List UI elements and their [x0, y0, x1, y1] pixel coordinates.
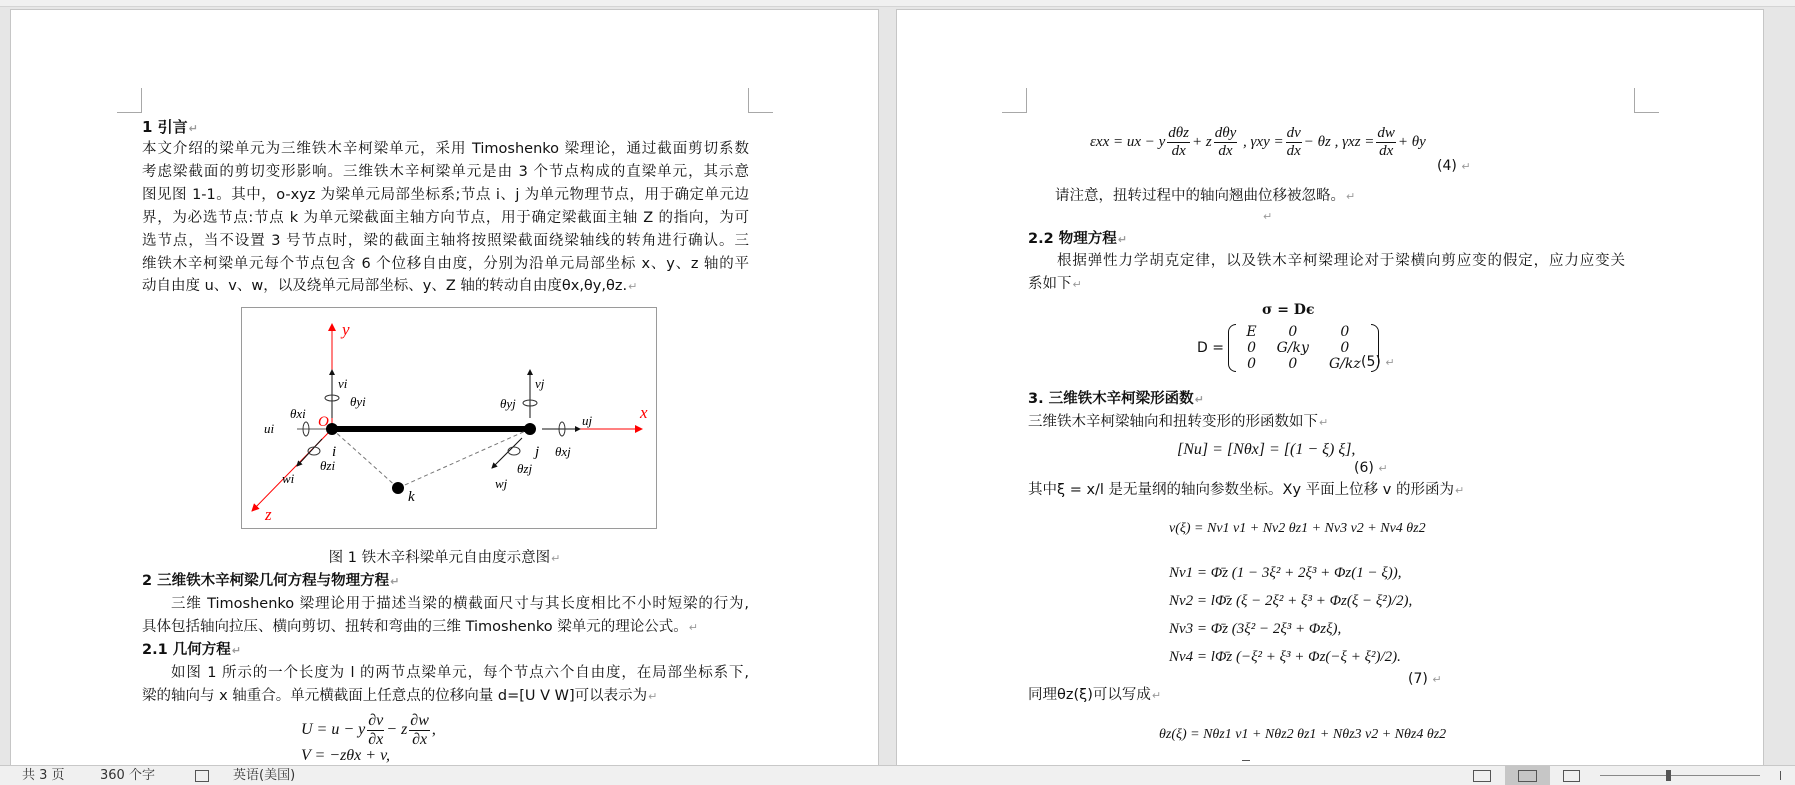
shape-function-nv1: Nv1 = Φ̄z (1 − 3ξ² + 2ξ³ + Φz(1 − ξ)),	[1169, 565, 1402, 581]
text-line: 根据弹性力学胡克定律，以及铁木辛柯梁理论对于梁横向剪应变的假定，应力应变关	[1057, 253, 1625, 269]
shape-function-nv4: Nv4 = lΦ̄z (−ξ² + ξ³ + Φz(−ξ + ξ²)/2).	[1169, 649, 1401, 665]
node-k	[392, 482, 404, 494]
equation-4: εxx = ux − y $\frac{\text{dθz}}{dx}$ + z $\frac{\text{dθy}}{dx}$ , γxy = $\frac{dv}{dx}$ − θz , γxz = $\frac{dw}{dx}$ + θy	[1090, 125, 1426, 159]
text-line: 系如下↵	[1028, 275, 1082, 292]
label-uj: uj	[582, 413, 593, 428]
read-mode-icon	[1473, 770, 1491, 782]
matrix-cell: E	[1246, 324, 1257, 340]
word-count[interactable]: 360 个字	[100, 768, 155, 783]
label-txj: θxj	[555, 444, 571, 459]
label-wj: wj	[495, 476, 508, 491]
figure-caption: 图 1 铁木辛科梁单元自由度示意图↵	[328, 550, 561, 566]
text-line: 维铁木辛柯梁单元每个节点包含 6 个位移自由度，分别为沿单元局部坐标 x、y、z 轴的平	[142, 255, 749, 272]
matrix-cell: G/kz	[1328, 356, 1361, 372]
equation-5-matrix: D = E 0 0 0 G/ky 0 0 0 G/kz	[1197, 324, 1379, 372]
label-k: k	[408, 489, 415, 505]
equation-v: v(ξ) = Nv1 v1 + Nv2 θz1 + Nv3 v2 + Nv4 θz2	[1169, 521, 1426, 536]
page-count[interactable]: 共 3 页	[22, 768, 65, 783]
figure-beam-dof	[241, 307, 657, 529]
text-line: 考虑梁截面的剪切变形影响。三维铁木辛柯梁单元是由 3 个节点构成的直梁单元，其示意	[142, 163, 749, 180]
matrix-cell: 0	[1340, 324, 1350, 340]
shape-function-nv2: Nv2 = lΦ̄z (ξ − 2ξ² + ξ³ + Φz(ξ − ξ²)/2),	[1169, 593, 1413, 609]
label-j: j	[535, 444, 540, 460]
heading-section-2-2: 2.2 物理方程↵	[1028, 231, 1127, 247]
equation-U: U = u − y $\frac{\partial v}{\partial x}$ − z $\frac{\partial w}{\partial x}$ ,	[301, 712, 436, 748]
web-layout-icon	[1563, 770, 1580, 782]
ribbon-edge	[0, 0, 1795, 7]
shape-function-nv3: Nv3 = Φ̄z (3ξ² − 2ξ³ + Φzξ),	[1169, 621, 1342, 637]
dash-ik	[332, 429, 398, 488]
equation-number-7: (7) ↵	[1408, 671, 1442, 687]
label-ui: ui	[264, 421, 275, 436]
text-line: 界，为必选节点:节点 k 为单元梁截面主轴方向节点，用于确定梁截面主轴 Z 的指向，为可	[142, 209, 749, 226]
label-x: x	[640, 403, 648, 422]
zoom-slider-track	[1600, 775, 1760, 776]
margin-mark	[1002, 88, 1027, 113]
label-y: y	[342, 320, 350, 339]
language-indicator[interactable]: 英语(美国)	[233, 768, 296, 783]
xi-definition: 其中ξ = x/l 是无量纲的轴向参数坐标。Xy 平面上位移 v 的形函为↵	[1028, 482, 1465, 498]
node-j	[524, 423, 536, 435]
section-3-paragraph: 三维铁木辛柯梁轴向和扭转变形的形函数如下↵	[1028, 414, 1329, 430]
label-tzj: θzj	[517, 461, 533, 476]
equation-V: V = −zθx + v,	[301, 747, 390, 764]
document-page-1[interactable]	[10, 9, 879, 766]
label-vj: vj	[535, 376, 545, 391]
web-layout-button[interactable]	[1563, 766, 1581, 785]
equation-number-6: (6) ↵	[1354, 460, 1388, 476]
beam-diagram	[242, 308, 656, 528]
equation-6: [Nu] = [Nθx] = [(1 − ξ) ξ],	[1177, 441, 1356, 458]
similar-paragraph: 同理θz(ξ)可以写成↵	[1028, 687, 1162, 703]
text-line: 三维 Timoshenko 梁理论用于描述当梁的横截面尺寸与其长度相比不小时短梁的行为,	[171, 596, 749, 612]
text-line: 动自由度 u、v、w，以及绕单元局部坐标、y、Z 轴的转动自由度θx,θy,θz.↵	[142, 278, 638, 295]
heading-section-2: 2 三维铁木辛柯梁几何方程与物理方程↵	[142, 573, 400, 589]
matrix-cell: G/ky	[1276, 340, 1309, 356]
heading-section-2-1: 2.1 几何方程↵	[142, 642, 241, 658]
label-tyi: θyi	[350, 394, 366, 409]
label-z: z	[265, 505, 272, 524]
matrix-cell: 0	[1288, 356, 1298, 372]
plus-icon	[1780, 771, 1781, 780]
label-wi: wi	[282, 471, 295, 486]
text-line: 如图 1 所示的一个长度为 l 的两节点梁单元，每个节点六个自由度，在局部坐标系下,	[171, 665, 749, 681]
zoom-slider-thumb[interactable]	[1666, 770, 1671, 781]
margin-mark	[117, 88, 142, 113]
equation-sigma: σ = Dϵ	[1262, 302, 1315, 318]
label-tzi: θzi	[320, 458, 336, 473]
equation-theta-z: θz(ξ) = Nθz1 v1 + Nθz2 θz1 + Nθz3 v2 + Nθz4 θz2	[1159, 727, 1447, 742]
matrix-cell: 0	[1288, 324, 1298, 340]
text-line: 选节点，当不设置 3 号节点时，梁的截面主轴将按照梁截面绕梁轴线的转角进行确认。三	[142, 232, 749, 249]
wi-arrow	[297, 439, 322, 466]
equation-number-4: (4) ↵	[1437, 158, 1471, 174]
proofing-icon[interactable]	[195, 770, 209, 782]
label-o: O	[318, 414, 329, 430]
label-vi: vi	[338, 376, 348, 391]
text-line: 图见图 1-1。其中，o-xyz 为梁单元局部坐标系;节点 i、j 为单元物理节点，用于确定单元边	[142, 186, 749, 203]
margin-mark	[1634, 88, 1659, 113]
dash-jk	[398, 429, 533, 488]
heading-section-3: 3. 三维铁木辛柯梁形函数↵	[1028, 391, 1204, 407]
zoom-slider[interactable]	[1600, 766, 1760, 785]
zoom-in-button[interactable]	[1775, 766, 1785, 785]
matrix-cell: 0	[1247, 340, 1256, 356]
heading-introduction: 1 引言↵	[142, 118, 198, 136]
label-i: i	[332, 444, 337, 460]
read-mode-button[interactable]	[1473, 766, 1491, 785]
equation-number-5: (5) ↵	[1361, 354, 1395, 370]
text-line: 具体包括轴向拉压、横向剪切、扭转和弯曲的三维 Timoshenko 梁单元的理论公式。↵	[142, 618, 698, 635]
document-page-2[interactable]	[896, 9, 1764, 766]
print-layout-icon	[1518, 770, 1537, 782]
cursor-mark	[1242, 760, 1250, 761]
matrix-cell: 0	[1247, 356, 1256, 372]
status-bar	[0, 765, 1795, 785]
note-paragraph: 请注意，扭转过程中的轴向翘曲位移被忽略。↵	[1055, 188, 1356, 204]
label-tyj: θyj	[500, 396, 516, 411]
empty-paragraph-mark: ↵	[1263, 210, 1273, 223]
print-layout-button[interactable]	[1505, 766, 1550, 785]
label-txi: θxi	[290, 406, 306, 421]
text-line: 梁的轴向与 x 轴重合。单元横截面上任意点的位移向量 d=[U V W]可以表示为↵	[142, 687, 658, 704]
text-line: 本文介绍的梁单元为三维铁木辛柯梁单元，采用 Timoshenko 梁理论，通过截面剪切系数	[142, 141, 749, 157]
matrix-cell: 0	[1340, 340, 1350, 356]
rotation-icon	[508, 447, 520, 455]
margin-mark	[748, 88, 773, 113]
